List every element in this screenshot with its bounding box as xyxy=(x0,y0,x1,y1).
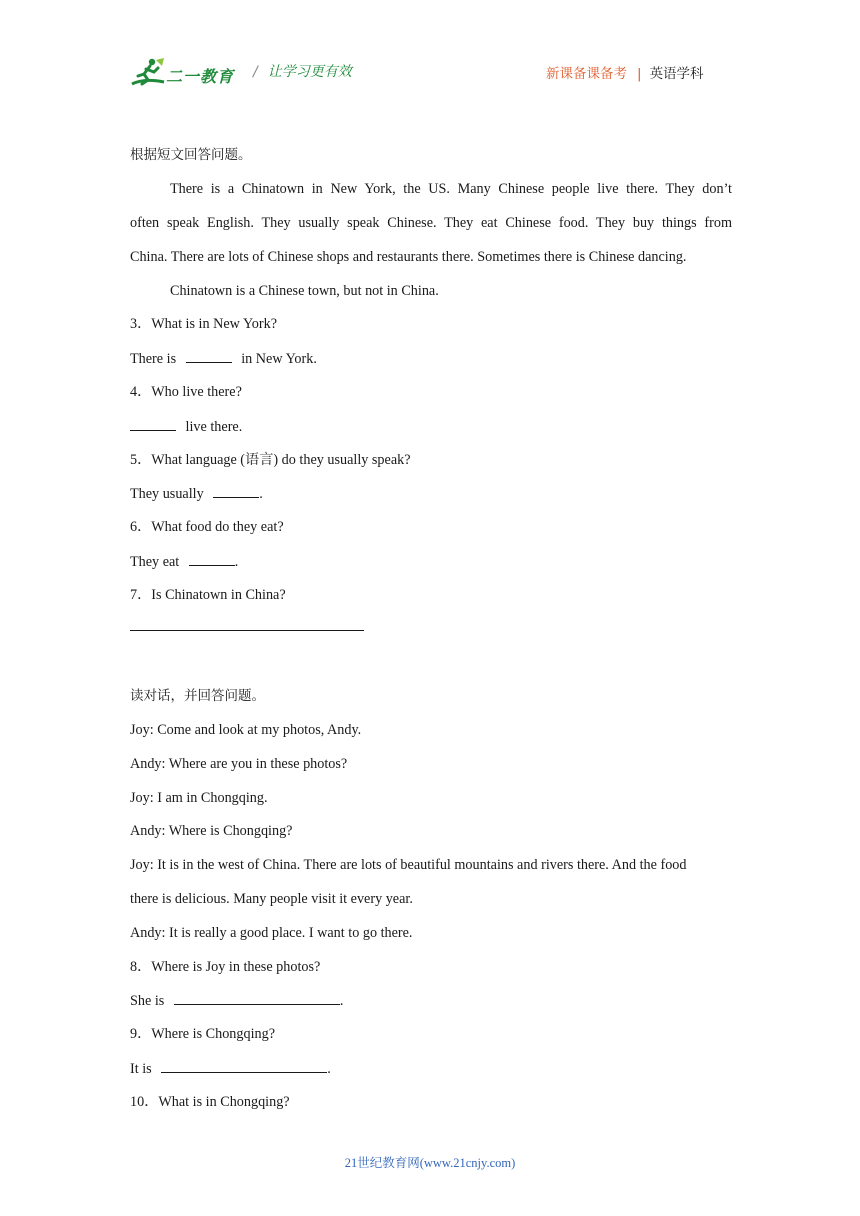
answer-blank[interactable] xyxy=(161,1059,327,1073)
answer-8 xyxy=(130,991,343,1010)
question-5: 5．What language (语言) do they usually speak? xyxy=(130,452,411,468)
answer-blank[interactable] xyxy=(174,991,340,1005)
answer-blank[interactable] xyxy=(130,417,176,431)
answer-blank[interactable] xyxy=(130,617,364,631)
dialogue-line: Joy: Come and look at my photos, Andy. xyxy=(130,722,362,738)
answer-prefix: They eat xyxy=(130,554,183,570)
answer-5 xyxy=(130,484,263,503)
answer-prefix: She is xyxy=(130,993,168,1009)
slogan xyxy=(253,61,352,81)
answer-6 xyxy=(130,552,238,571)
dialogue-line: Andy: It is really a good place. I want to go there. xyxy=(130,925,413,941)
question-6: 6．What food do they eat? xyxy=(130,519,284,535)
header-divider: | xyxy=(637,66,642,82)
runner-logo-icon xyxy=(130,56,170,90)
answer-suffix: live there. xyxy=(182,419,243,435)
dialogue-line: there is delicious. Many people visit it every year. xyxy=(130,891,413,907)
answer-blank[interactable] xyxy=(213,484,259,498)
answer-3 xyxy=(130,349,317,368)
question-3: 3．What is in New York? xyxy=(130,316,277,332)
dialogue-line: Andy: Where is Chongqing? xyxy=(130,823,293,839)
answer-suffix: in New York. xyxy=(237,351,317,367)
header-subject: 英语学科 xyxy=(649,66,704,82)
slogan-text: 让学习更有效 xyxy=(267,64,352,80)
brand-logo xyxy=(130,56,240,90)
dialogue-line: Joy: It is in the west of China. There are lots of beautiful mountains and rivers there. And the food xyxy=(130,857,687,873)
answer-blank[interactable] xyxy=(186,349,232,363)
question-10: 10．What is in Chongqing? xyxy=(130,1094,290,1110)
slogan-separator: / xyxy=(253,64,258,80)
page-footer[interactable]: 21世纪教育网(www.21cnjy.com) xyxy=(344,1156,516,1170)
section1-instruction: 根据短文回答问题。 xyxy=(130,147,252,163)
answer-9 xyxy=(130,1059,331,1078)
answer-suffix: . xyxy=(327,1061,331,1077)
dialogue-line: Joy: I am in Chongqing. xyxy=(130,790,268,806)
question-7: 7．Is Chinatown in China? xyxy=(130,587,286,603)
answer-prefix: It is xyxy=(130,1061,156,1077)
question-4: 4．Who live there? xyxy=(130,384,242,400)
header-tag: 新课备课备考 xyxy=(546,66,627,82)
page-header xyxy=(0,0,860,110)
question-8: 8．Where is Joy in these photos? xyxy=(130,959,321,975)
logo-text: 二一教育 xyxy=(166,67,235,86)
answer-suffix: . xyxy=(234,554,239,570)
answer-4 xyxy=(130,417,242,436)
passage-line: There is a Chinatown in New York, the US. Many Chinese people live there. They don’t xyxy=(170,181,732,197)
answer-7 xyxy=(130,617,364,636)
question-9: 9．Where is Chongqing? xyxy=(130,1026,275,1042)
answer-prefix: They usually xyxy=(130,486,208,502)
passage-line: China. There are lots of Chinese shops and restaurants there. Sometimes there is Chinese dancing. xyxy=(130,249,687,265)
answer-prefix: There is xyxy=(130,351,180,367)
section2-instruction: 读对话，并回答问题。 xyxy=(130,688,265,704)
dialogue-line: Andy: Where are you in these photos? xyxy=(130,756,348,772)
answer-suffix: . xyxy=(259,486,263,502)
header-right xyxy=(546,62,704,82)
answer-suffix: . xyxy=(339,993,344,1009)
passage-line: Chinatown is a Chinese town, but not in China. xyxy=(170,283,439,299)
passage-line: often speak English. They usually speak Chinese. They eat Chinese food. They buy things from xyxy=(130,215,732,231)
answer-blank[interactable] xyxy=(189,552,235,566)
